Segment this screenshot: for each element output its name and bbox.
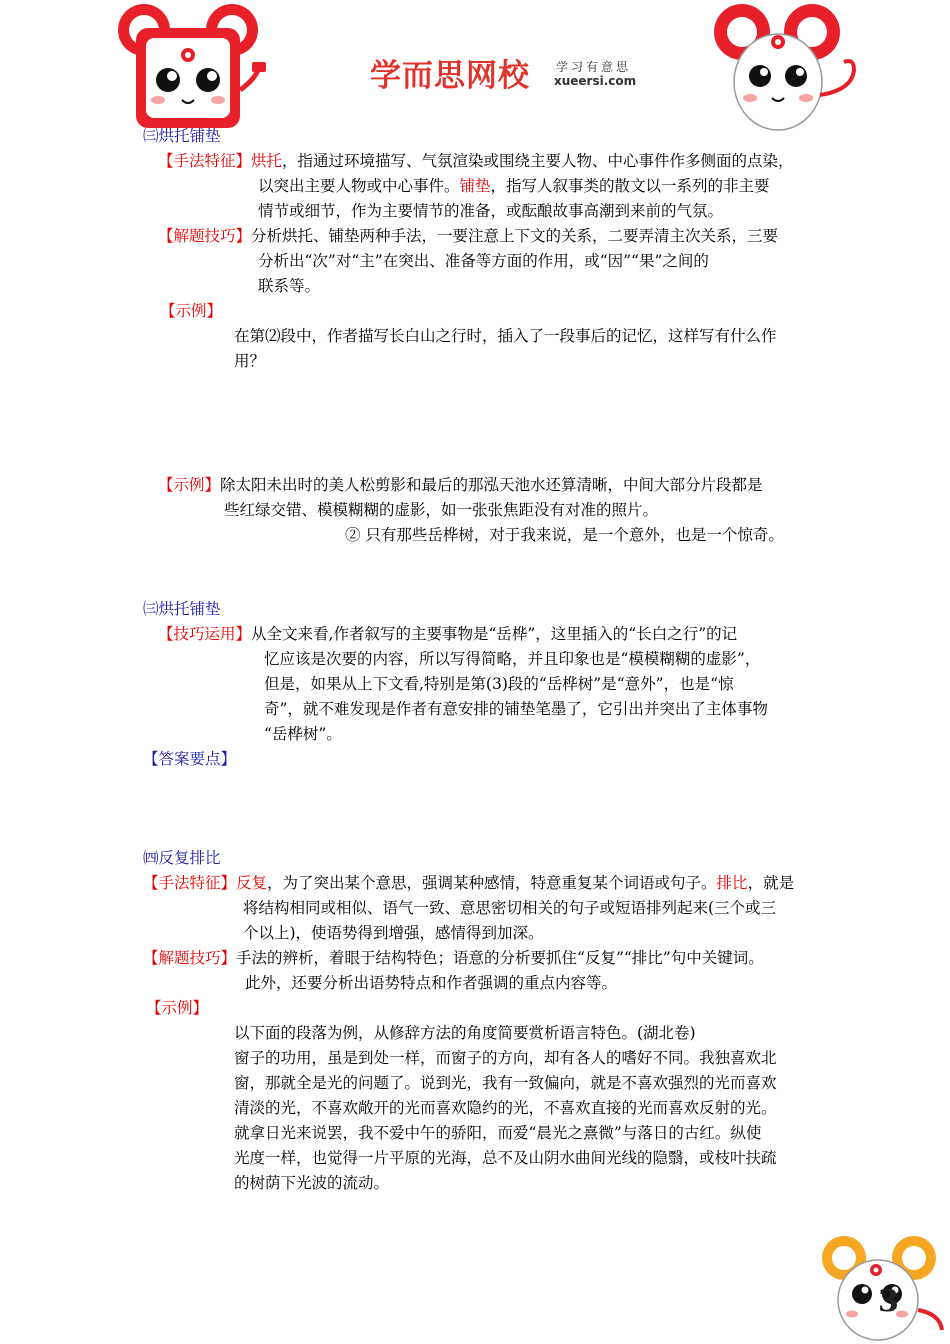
section4-example-line7: 的树荫下光波的流动。	[234, 1174, 390, 1192]
feature-tag: 【手法特征】	[158, 152, 252, 170]
mascot-right-icon	[712, 0, 872, 135]
section3-tips-line3: 联系等。	[258, 277, 321, 295]
term-pudian: 铺垫	[459, 177, 491, 195]
section3-heading: ㈢烘托铺垫	[143, 127, 221, 145]
section3-feature-line1: 【手法特征】烘托，指通过环境描写、气氛渲染或围绕主要人物、中心事件作多侧面的点染，	[158, 152, 794, 170]
section3b-skill-line1: 【技巧运用】从全文来看,作者叙写的主要事物是“岳桦”，这里插入的“长白之行”的记	[158, 625, 738, 643]
section4-example-line1: 以下面的段落为例，从修辞方法的角度简要赏析语言特色。(湖北卷)	[234, 1024, 696, 1042]
section3-feature-line2: 以突出主要人物或中心事件。铺垫，指写人叙事类的散文以一系列的非主要	[258, 177, 770, 195]
section4-tips-line1: 【解题技巧】手法的辨析，着眼于结构特色；语意的分析要抓住“反复”“排比”句中关键词。	[143, 949, 764, 967]
example2-tag: 【示例】	[158, 476, 221, 494]
section3b-answer-tag: 【答案要点】	[143, 750, 237, 768]
section3b-skill-line5: “岳桦树”。	[264, 725, 342, 743]
section3-example2-line2: 些红绿交错、模模糊糊的虚影，如一张张焦距没有对准的照片。	[224, 501, 659, 519]
logo-domain: xueersi.com	[554, 74, 637, 88]
section4-example-line2: 窗子的功用，虽是到处一样，而窗子的方向，却有各人的嗜好不同。我独喜欢北	[234, 1049, 777, 1067]
section4-tips-line2: 此外，还要分析出语势特点和作者强调的重点内容等。	[245, 974, 618, 992]
section3-example2-line1: 【示例】除太阳未出时的美人松剪影和最后的那泓天池水还算清晰，中间大部分片段都是	[158, 476, 763, 494]
term-paibi: 排比	[716, 874, 748, 892]
tips-tag: 【解题技巧】	[158, 227, 252, 245]
section4-example-line3: 窗，那就全是光的问题了。说到光，我有一致偏向，就是不喜欢强烈的光而喜欢	[234, 1074, 777, 1092]
section4-feature-line2: 将结构相同或相似、语气一致、意思密切相关的句子或短语排列起来(三个或三	[243, 899, 777, 917]
mascot-left-icon	[112, 0, 272, 135]
skill-tag: 【技巧运用】	[158, 625, 252, 643]
section3-example-q2: 用？	[234, 352, 266, 370]
section4-heading: ㈣反复排比	[143, 849, 221, 867]
term-hongtuo: 烘托	[251, 152, 283, 170]
section3-example2-line3: ② 只有那些岳桦树，对于我来说，是一个意外，也是一个惊奇。	[345, 526, 784, 544]
page-number: 3	[878, 1284, 899, 1319]
section3-example-q1: 在第⑵段中，作者描写长白山之行时，插入了一段事后的记忆，这样写有什么作	[234, 327, 777, 345]
section3b-heading: ㈢烘托铺垫	[143, 600, 221, 618]
section3-tips-line1: 【解题技巧】分析烘托、铺垫两种手法，一要注意上下文的关系，二要弄清主次关系，三要	[158, 227, 779, 245]
term-fanfu: 反复	[236, 874, 268, 892]
section4-example-line5: 就拿日光来说罢，我不爱中午的骄阳，而爱“晨光之熹微”与落日的古红。纵使	[234, 1124, 762, 1142]
section3-tips-line2: 分析出“次”对“主”在突出、准备等方面的作用，或“因”“果”之间的	[258, 252, 709, 270]
section4-example-tag: 【示例】	[146, 999, 209, 1017]
logo-title: 学而思网校	[370, 58, 530, 94]
section3b-skill-line2: 忆应该是次要的内容，所以写得简略，并且印象也是“模模糊糊的虚影”，	[264, 650, 761, 668]
section3b-skill-line3: 但是，如果从上下文看,特别是第(3)段的“岳桦树”是“意外”，也是“惊	[264, 675, 734, 693]
section3-example-tag: 【示例】	[160, 302, 223, 320]
section4-example-line4: 清淡的光，不喜欢敞开的光而喜欢隐约的光，不喜欢直接的光而喜欢反射的光。	[234, 1099, 777, 1117]
feature-tag: 【手法特征】	[143, 874, 237, 892]
section3-feature-line3: 情节或细节，作为主要情节的准备，或酝酿故事高潮到来前的气氛。	[258, 202, 724, 220]
section3b-skill-line4: 奇”，就不难发现是作者有意安排的铺垫笔墨了，它引出并突出了主体事物	[264, 700, 768, 718]
section4-example-line6: 光度一样，也觉得一片平原的光海，总不及山阴水曲间光线的隐翳，或枝叶扶疏	[234, 1149, 777, 1167]
tips-tag: 【解题技巧】	[143, 949, 237, 967]
logo-slogan: 学习有意思	[556, 60, 632, 74]
section4-feature-line1: 【手法特征】反复，为了突出某个意思，强调某种感情，特意重复某个词语或句子。排比，就是	[143, 874, 795, 892]
section4-feature-line3: 个以上)，使语势得到增强，感情得到加深。	[243, 924, 544, 942]
